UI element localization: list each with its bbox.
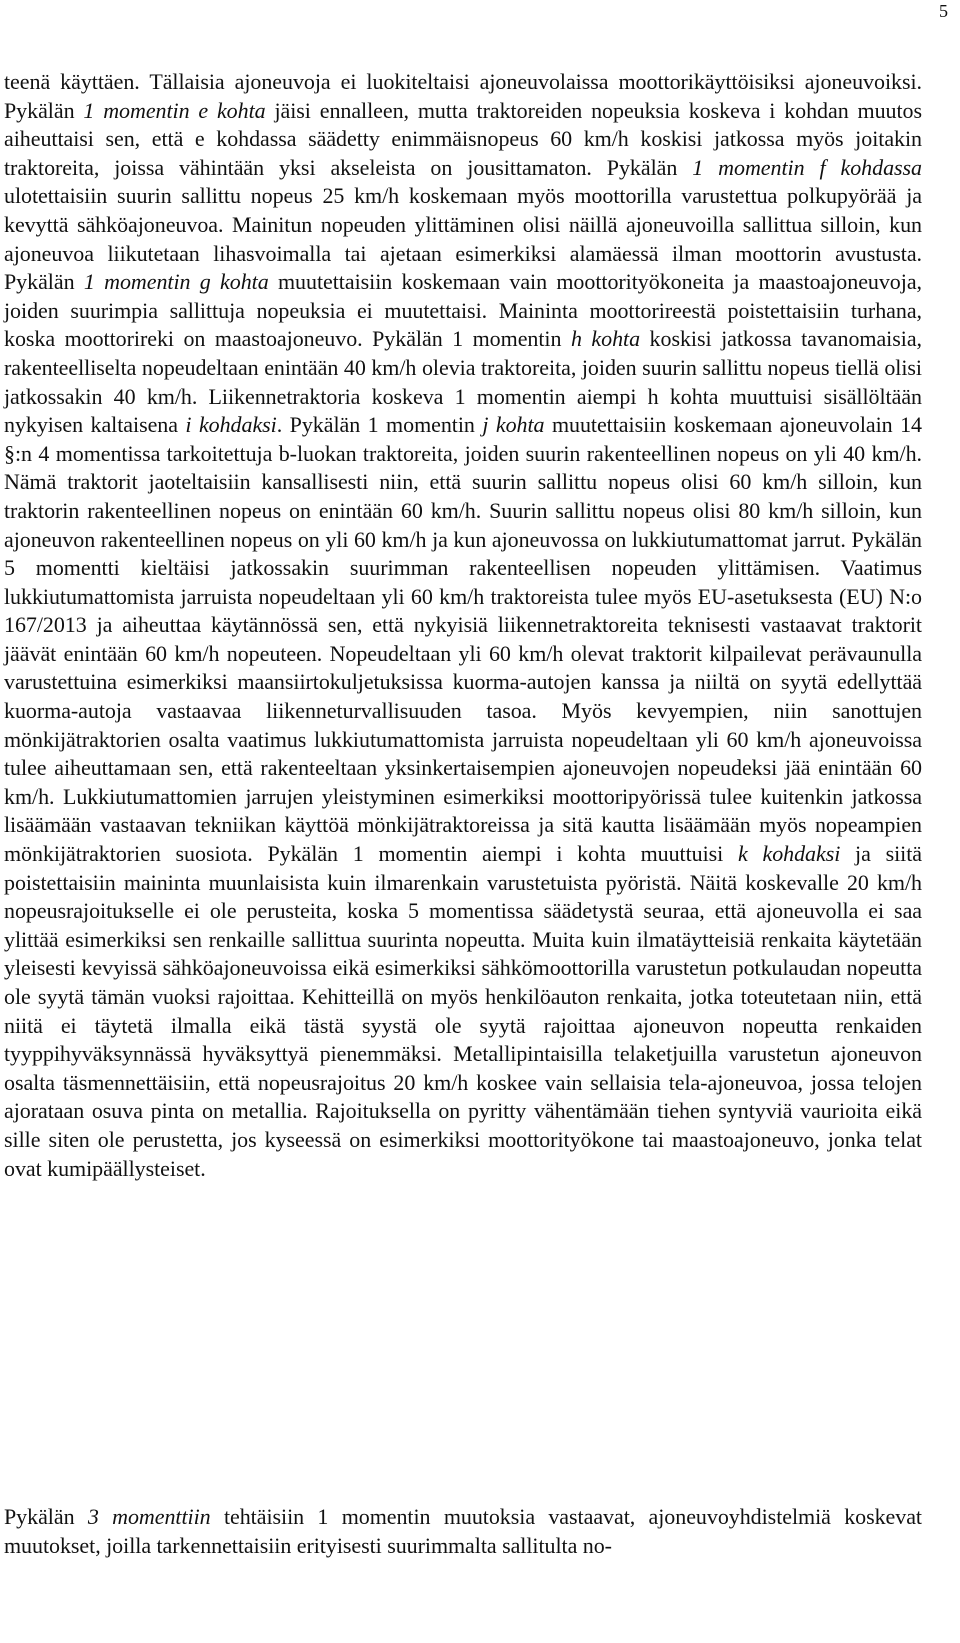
text-run: muutettaisiin koskemaan ajoneuvolain 14 §:n 4 momentissa tarkoitettuja b-luokan traktoreita, joiden suurin rakenteellinen nopeus on yli 40 km/h. Nämä traktorit jaoteltaisiin kansallisesti niin, että suurin sallittu nopeus olisi 60 km/h silloin, kun traktorin rakenteellinen nopeus on enintään 60 km/h. Suurin sallittu nopeus olisi 80 km/h silloin, kun ajoneuvon rakenteellinen nopeus on yli 60 km/h ja kun ajoneuvossa on lukkiutumattomat jarrut. Pykälän 5 momentti kieltäisi jatkossakin suurimman rakenteellisen nopeuden ylittämisen. Vaatimus lukkiutumattomista jarruista nopeudeltaan yli 60 km/h traktoreista tulee myös EU-asetuksesta (EU) N:o 167/2013 ja aiheuttaa käytännössä sen, että nykyisiä liikennetraktoreita teknisesti vastaavat traktorit jäävät enintään 60 km/h nopeuteen. Nopeudeltaan yli 60 km/h olevat traktorit kilpailevat perävaunulla varustettuina esimerkiksi maansiirtokuljetuksissa kuorma-autojen kanssa ja niiltä on syytä edellyttää kuorma-autoja vastaavaa liikenneturvallisuuden tasoa. Myös kevyempien, niin sanottujen mönkijätraktorien osalta vaatimus lukkiutumattomista jarruista nopeudeltaan yli 60 km/h ajoneuvoissa tulee aiheuttamaan sen, että rakenteeltaan yksinkertaisempien ajoneuvojen nopeudeksi jää enintään 60 km/h. Lukkiutumattomien jarrujen yleistyminen esimerkiksi moottoripyörissä tulee kuitenkin jatkossa lisäämään vastaavan tekniikan käyttöä mönkijätraktoreissa ja sitä kautta lisäämään myös nopeampien mönkijätraktorien suosiota. Pykälän 1 momentin aiempi i kohta muuttuisi [4,412,922,867]
paragraph-1 [4,68,922,1183]
text-run: muutettaisiin koskemaan vain moottorityökoneita ja maastoajoneuvoja, joiden suurimpia sallittuja nopeuksia ei muutettaisi. Maininta moottorireestä poistettaisiin turhana, koska moottorireki on maastoajoneuvo. Pykälän 1 momentin [4,269,922,352]
text-run: teenä käyttäen. Tällaisia ajoneuvoja ei luokiteltaisi ajoneuvolaissa moottorikäyttöisiksi ajoneuvoiksi. Pykälän [4,69,922,123]
italic-reference: 1 momentin g kohta [83,269,269,295]
italic-reference: k kohdaksi [738,841,841,867]
text-run: jäisi ennalleen, mutta traktoreiden nopeuksia koskeva i kohdan muutos aiheuttaisi sen, että e kohdassa säädetty enimmäisnopeus 60 km/h koskisi jatkossa myös joitakin traktoreita, joissa vähintään yksi akseleista on jousittamaton. Pykälän [4,97,923,180]
text-run: ulotettaisiin suurin sallittu nopeus 25 km/h koskemaan myös moottorilla varustettua polkupyörää ja kevyttä sähköajoneuvoa. Mainitun nopeuden ylittäminen olisi näillä ajoneuvoilla sallittua silloin, kun ajoneuvoa liikutetaan lihasvoimalla tai ajetaan esimerkiksi alamäessä ilman moottorin avustusta. Pykälän [4,183,922,295]
italic-reference: 1 momentin e kohta [83,97,266,123]
italic-reference: j kohta [482,412,545,438]
text-run: . Pykälän 1 momentin [276,412,483,438]
text-run: tehtäisiin 1 momentin muutoksia vastaavat, ajoneuvoyhdistelmiä koskevat muutokset, joilla tarkennettaisiin erityisesti suurimmalta sallitulta no- [4,1504,922,1558]
text-run: koskisi jatkossa tavanomaisia, rakenteelliselta nopeudeltaan enintään 40 km/h olevia traktoreita, joiden suurin sallittu nopeus tiellä olisi jatkossakin 40 km/h. Liikennetraktoria koskeva 1 momentin aiempi h kohta muuttuisi sisällöltään nykyisen kaltaisena [4,326,922,438]
italic-reference: i kohdaksi [185,412,277,438]
italic-reference: h kohta [570,326,641,352]
text-run: ja siitä poistettaisiin maininta muunlaisista kuin ilmarenkain varustetuista pyöristä. Näitä koskevalle 20 km/h nopeusrajoitukselle ei ole perusteita, koska 5 momentissa säädetystä seuraa, että ajoneuvolla ei saa ylittää esimerkiksi sen renkaille sallittua suurinta nopeutta. Muita kuin ilmatäytteisiä renkaita käytetään yleisesti kevyissä sähköajoneuvoissa eikä esimerkiksi sähkömoottorilla varustetun potkulaudan nopeutta ole syytä tämän vuoksi rajoittaa. Kehitteillä on myös henkilöauton renkaita, jotka toteutetaan niin, että niitä ei täytetä ilmalla eikä tästä syystä ole syytä rajoittaa ajoneuvon nopeutta renkaiden tyyppihyväksynnässä hyväksyttyä pienemmäksi. Metallipintaisilla telaketjuilla varustetun ajoneuvon osalta täsmennettäisiin, että nopeusrajoitus 20 km/h koskee vain sellaisia tela-ajoneuvoa, jossa telojen ajorataan osuva pinta on metallia. Rajoituksella on pyritty vähentämään tiehen syntyviä vaurioita eikä sille siten ole perustetta, jos kyseessä on esimerkiksi moottorityökone tai maastoajoneuvo, jonka telat ovat kumipäällysteiset. [4,841,923,1181]
paragraph-2 [4,1503,922,1560]
italic-reference: 1 momentin f kohdassa [692,154,923,180]
page-number: 5 [939,1,948,21]
text-run: Pykälän [4,1504,88,1529]
italic-reference: 3 momenttiin [87,1504,211,1529]
